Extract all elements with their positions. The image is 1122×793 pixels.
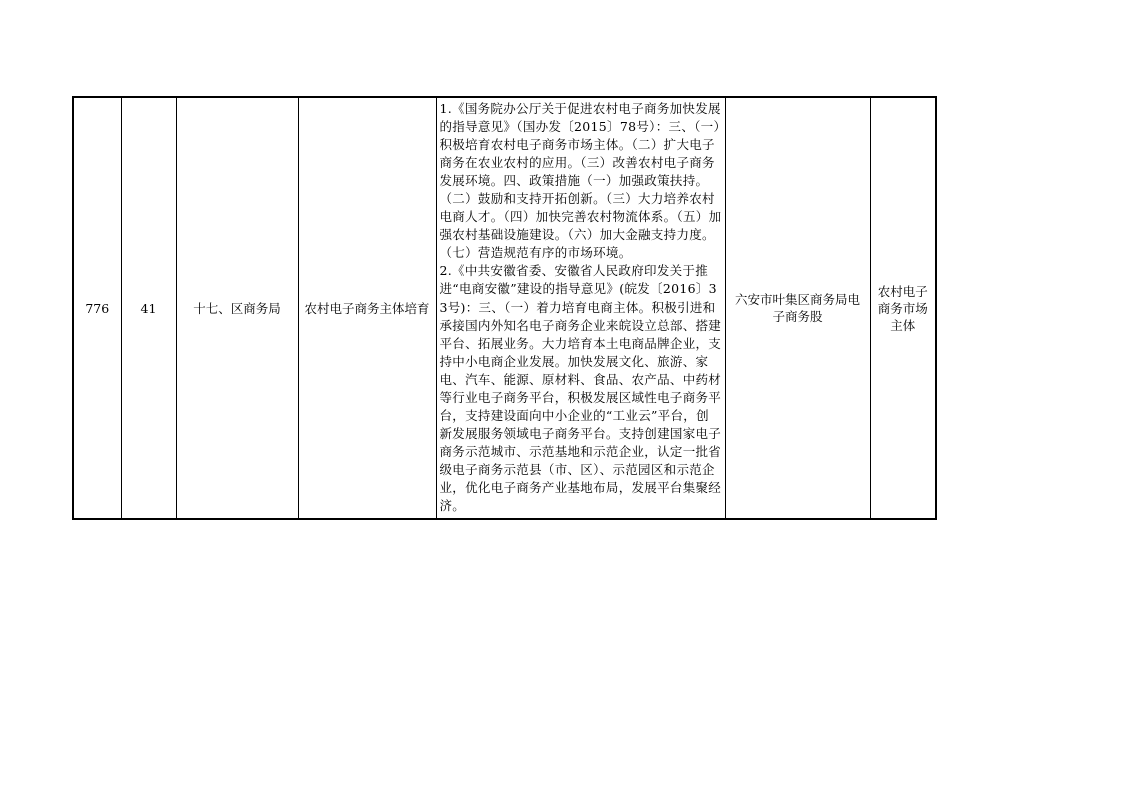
- item-number-cell: 41: [121, 97, 176, 519]
- implementing-unit-cell: 六安市叶集区商务局电子商务股: [725, 97, 870, 519]
- legal-basis-text: [440, 100, 722, 515]
- legal-basis-paragraph-2: 2.《中共安徽省委、安徽省人民政府印发关于推进“电商安徽”建设的指导意见》(皖发〔2016〕33号)：三、（一）着力培育电商主体。积极引进和承接国内外知名电子商务企业来皖设立总部、搭建平台、拓展业务。大力培育本土电商品牌企业，支持中小电商企业发展。加快发展文化、旅游、家电、汽车、能源、原材料、食品、农产品、中药材等行业电子商务平台，积极发展区域性电子商务平台，支持建设面向中小企业的“工业云”平台，创新发展服务领域电子商务平台。支持创建国家电子商务示范城市、示范基地和示范企业，认定一批省级电子商务示范县（市、区）、示范园区和示范企业，优化电子商务产业基地布局，发展平台集聚经济。: [439, 263, 722, 514]
- sequence-number-cell: 776: [73, 97, 121, 519]
- target-cell: 农村电子商务市场主体: [870, 97, 936, 519]
- table-row: [73, 97, 936, 519]
- department-cell: 十七、区商务局: [176, 97, 298, 519]
- item-name-cell: 农村电子商务主体培育: [298, 97, 436, 519]
- legal-basis-cell: [436, 97, 725, 519]
- service-item-table: [72, 96, 937, 520]
- legal-basis-paragraph-1: 1.《国务院办公厅关于促进农村电子商务加快发展的指导意见》（国办发〔2015〕78号）：三、（一）积极培育农村电子商务市场主体。（二）扩大电子商务在农业农村的应用。（三）改善农村电子商务发展环境。四、政策措施（一）加强政策扶持。（二）鼓励和支持开拓创新。（三）大力培养农村电商人才。（四）加快完善农村物流体系。（五）加强农村基础设施建设。（六）加大金融支持力度。（七）营造规范有序的市场环境。: [439, 101, 722, 261]
